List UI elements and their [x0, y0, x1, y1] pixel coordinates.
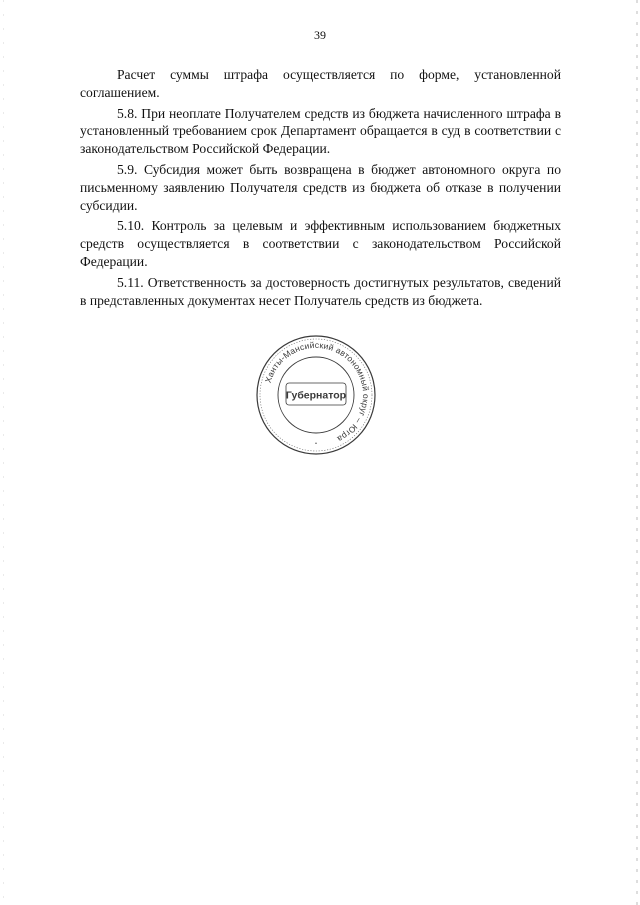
seal-center-text: Губернатор [285, 389, 347, 402]
page-number: 39 [314, 28, 326, 42]
seal-star-mark: • [315, 441, 317, 447]
seal-ring-text: Ханты-Мансийский автономный округ – Югра [262, 339, 372, 445]
paragraph-5-9: 5.9. Субсидия может быть возвращена в бюджет автономного округа по письменному заявлению Получателя средств из бюджета об отказе в получении субсидии. [80, 161, 561, 213]
scan-edge-left [3, 0, 4, 905]
scan-edge-right [636, 0, 638, 905]
paragraph-fine-calculation: Расчет суммы штрафа осуществляется по форме, установленной соглашением. [80, 67, 561, 100]
governor-seal-stamp [254, 333, 378, 457]
seal-graphic [254, 333, 378, 457]
paragraph-5-10: 5.10. Контроль за целевым и эффективным использованием бюджетных средств осуществляется в соответствии с законодательством Российской Федерации. [80, 218, 561, 269]
paragraph-5-8: 5.8. При неоплате Получателем средств из бюджета начисленного штрафа в установленный требованием срок Департамент обращается в суд в соответствии с законодательством Российской Федерации. [80, 105, 561, 157]
paragraph-5-11: 5.11. Ответственность за достоверность достигнутых результатов, сведений в представленных документах несет Получатель средств из бюджета. [80, 274, 561, 308]
document-body [80, 66, 561, 312]
